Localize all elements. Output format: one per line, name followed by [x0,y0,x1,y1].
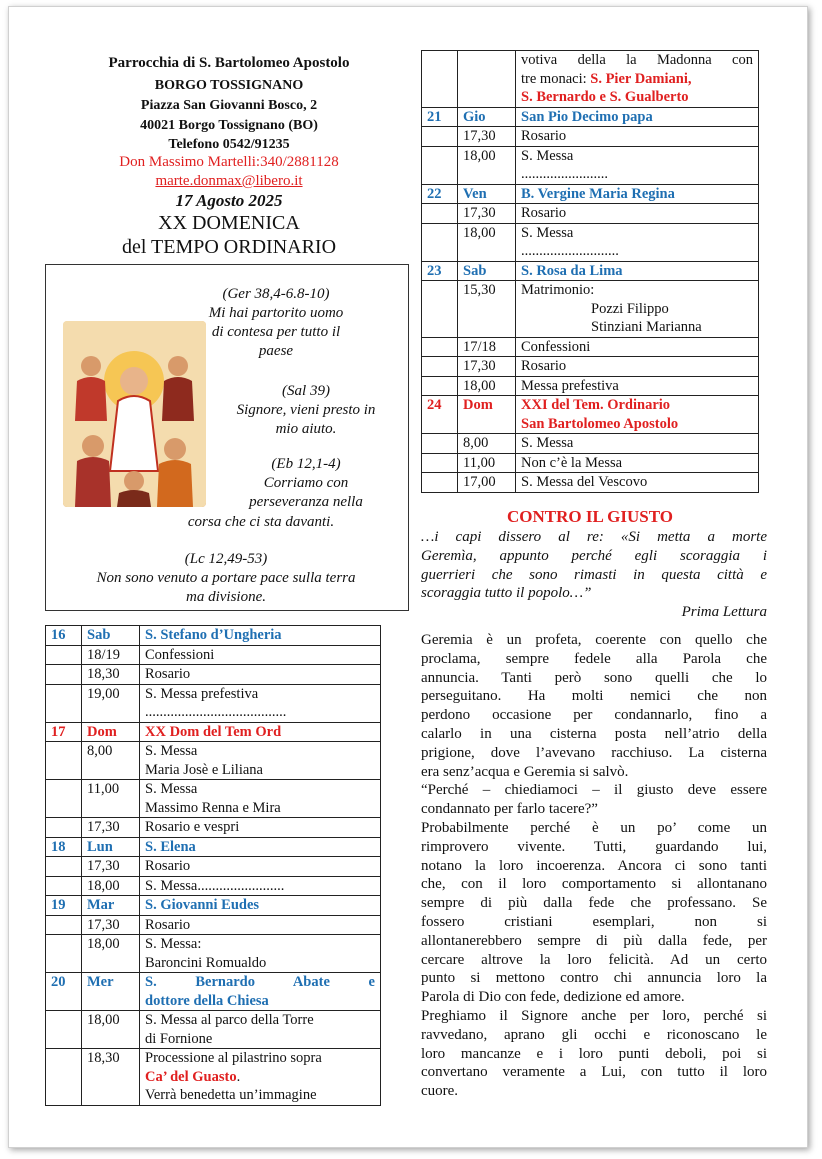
body-line: condannato per farlo tacere?” [421,801,598,818]
schedule-row [46,818,381,838]
event-line: Maria Josè e Liliana [145,761,263,778]
body-line: loro mancanze e i loro punti deboli, poi si [421,1045,767,1062]
liturgy-title: XX DOMENICA [158,212,300,234]
reading-1-line: di contesa per tutto il [211,324,341,340]
priest-contact: Don Massimo Martelli:340/2881128 [119,154,339,170]
event-line: Pozzi Filippo [591,300,669,317]
schedule-row [422,376,759,396]
event-line: S. Messa [521,147,574,164]
event-time: 17,30 [82,915,140,935]
schedule-row [422,473,759,493]
event-text: Rosario e vespri [140,818,381,838]
day-header [46,896,381,916]
body-line: “Perché – chiediamoci – il giusto deve essere [421,782,767,799]
event-time: 17,30 [458,127,516,147]
event-line [521,70,753,89]
event-time: 18,00 [82,935,140,973]
body-line: era senz’acqua e Geremia si salvò. [421,763,629,780]
event-text [140,935,381,973]
event-line: Verrà benedetta un’immagine [145,1087,317,1103]
event-time: 18,30 [82,1049,140,1106]
event-text: Confessioni [140,645,381,665]
event-line: ........................ [521,166,608,182]
event-time: 17/18 [458,337,516,357]
schedule-row [46,915,381,935]
saint-of-day: S. Elena [140,837,381,857]
body-line: convertano veramente a Lui, con tutto il loro [421,1064,767,1081]
schedule-row [46,684,381,722]
day-number: 18 [46,837,82,857]
body-line: punto si mettono contro chi annuncia loro la [421,970,767,987]
reading-3-line: perseveranza nella [249,494,363,510]
event-text: Rosario [516,127,759,147]
reading-1-ref: (Ger 38,4-6.8-10) [222,286,330,302]
schedule-row [46,857,381,877]
event-text: Rosario [140,915,381,935]
event-line: votiva della la Madonna con [521,52,753,68]
event-line: S. Messa: [145,936,202,952]
day-name: Lun [82,837,140,857]
reading-1-line: Mi hai partorito uomo [208,305,344,321]
saint-of-day: S. Giovanni Eudes [140,896,381,916]
event-time: 8,00 [458,434,516,454]
day-header [46,626,381,646]
schedule-row [46,1049,381,1106]
event-time: 19,00 [82,684,140,722]
day-name: Mer [82,973,140,1011]
reading-4-line: Non sono venuto a portare pace sulla terra [96,570,356,586]
event-line: S. Messa [521,224,574,241]
day-header [46,973,381,1011]
schedule-row [422,223,759,261]
day-header [46,837,381,857]
day-header [422,396,759,434]
reading-1-line: paese [258,343,294,359]
event-time: 17,30 [458,357,516,377]
event-line: Stinziani Marianna [591,319,702,335]
event-text: Rosario [140,665,381,685]
event-line: S. Messa [145,781,198,797]
event-text [516,51,759,108]
bulletin-date: 17 Agosto 2025 [175,191,283,210]
event-text [140,780,381,818]
quote-line: …i capi dissero al re: «Si metta a morte [421,529,767,545]
reading-2-line: mio aiuto. [275,421,337,437]
body-line: Geremia è un profeta, coerente con quello che [421,632,767,648]
event-time: 17,30 [82,857,140,877]
day-header [422,184,759,204]
day-header [422,107,759,127]
schedule-row [46,645,381,665]
event-line: Matrimonio: [521,282,595,298]
email-link[interactable]: marte.donmax@libero.it [155,173,303,189]
event-text: S. Messa del Vescovo [516,473,759,493]
event-time: 8,00 [82,742,140,780]
saint-names: S. Bernardo e S. Gualberto [521,89,689,105]
day-header [46,722,381,742]
body-line: perseguitano. Ha molti nemici che non [421,688,767,705]
event-line: di Fornione [145,1030,213,1047]
schedule-row [46,935,381,973]
day-number: 17 [46,722,82,742]
event-line: ........................... [521,243,619,259]
event-text: Messa prefestiva [516,376,759,396]
body-line: fossero cristiani esemplari, non si [421,913,767,930]
event-time: 18,00 [458,376,516,396]
event-text [516,223,759,261]
reading-3-line: Corriamo con [263,475,349,491]
day-name: Dom [82,722,140,742]
event-line: S. Messa prefestiva [145,685,259,702]
schedule-row [422,127,759,147]
quote-line: Geremìa, appunto perché egli scoraggia i [421,547,767,564]
event-line: ....................................... [145,704,287,720]
body-line: Parola di Dio con fede, dedizione ed amore. [421,989,685,1006]
saint-of-day [516,396,759,434]
event-time: 18,00 [458,223,516,261]
event-time: 18,00 [82,876,140,896]
day-number: 21 [422,107,458,127]
reading-1 [156,285,396,361]
event-line [145,1068,375,1087]
readings-box [45,264,409,611]
day-number: 22 [422,184,458,204]
schedule-row [422,146,759,184]
punctuation: . [236,1068,241,1085]
event-line: Baroncini Romualdo [145,954,267,971]
body-line: prigione, dove l’avevano racchiuso. La cisterna [421,744,767,761]
event-text: S. Messa........................ [140,876,381,896]
town-name: BORGO TOSSIGNANO [154,78,304,93]
city: 40021 Borgo Tossignano (BO) [140,118,318,133]
event-text: S. Messa [516,434,759,454]
body-line: notano la loro incoerenza. Ancora ci sono tanti [421,857,767,874]
quote-line: scoraggia tutto il popolo…” [421,585,592,602]
body-line: sempre di più dalla fede che professano. Se [421,895,767,912]
day-number: 20 [46,973,82,1011]
schedule-table-left [45,625,381,1106]
schedule-row [422,337,759,357]
saint-line: XXI del Tem. Ordinario [521,397,671,413]
address: Piazza San Giovanni Bosco, 2 [140,98,318,113]
event-line: S. Messa [145,743,198,759]
event-text [140,684,381,722]
event-time: 18/19 [82,645,140,665]
body-line: che, con il loro comportamento si allontanano [421,876,767,893]
event-text: Rosario [516,357,759,377]
reading-3-line: corsa che ci sta davanti. [187,514,335,530]
reading-4 [56,550,396,607]
event-text [140,1011,381,1049]
saint-of-day: S. Stefano d’Ungheria [140,626,381,646]
schedule-row [422,281,759,338]
schedule-row [46,665,381,685]
day-header [422,261,759,281]
event-time: 18,00 [458,146,516,184]
event-time: 18,30 [82,665,140,685]
place-name: Ca’ del Guasto [145,1068,237,1085]
saint-of-day: XX Dom del Tem Ord [140,722,381,742]
schedule-row [46,1011,381,1049]
schedule-row [422,357,759,377]
schedule-row [422,51,759,108]
saint-of-day: B. Vergine Maria Regina [516,184,759,204]
reading-4-ref: (Lc 12,49-53) [184,551,268,567]
event-text: Rosario [516,204,759,224]
body-line: calarlo in una cisterna posta nell’atrio della [421,725,767,742]
event-text [516,146,759,184]
body-line: allontanerebbero sempre di più dalla fede, per [421,932,767,949]
parish-name: Parrocchia di S. Bartolomeo Apostolo [108,55,350,71]
event-time: 11,00 [82,780,140,818]
saint-line: dottore della Chiesa [145,992,269,1009]
saint-line: San Bartolomeo Apostolo [521,415,679,432]
body-line: cuore. [421,1083,459,1100]
event-time: 17,00 [458,473,516,493]
event-text: Non c’è la Messa [516,453,759,473]
event-text: Confessioni [516,337,759,357]
saint-names: S. Pier Damiani, [590,70,692,87]
event-line: Processione al pilastrino sopra [145,1050,322,1066]
day-name: Gio [458,107,516,127]
saint-of-day [140,973,381,1011]
day-name: Sab [82,626,140,646]
body-line: proclama, sempre fedele alla Parola che [421,650,767,667]
reading-2-line: Signore, vieni presto in [236,402,376,418]
day-name: Mar [82,896,140,916]
reading-3 [218,455,394,512]
day-number: 23 [422,261,458,281]
event-time: 11,00 [458,453,516,473]
article-title: CONTRO IL GIUSTO [507,507,673,526]
body-line: Probabilmente perché è un po’ come un [421,819,767,836]
event-text-part: tre monaci: [521,70,591,87]
bulletin-page [8,6,808,1148]
day-number: 19 [46,896,82,916]
day-number: 16 [46,626,82,646]
quote-source: Prima Lettura [681,604,767,621]
event-time: 17,30 [82,818,140,838]
body-line: perdono occasione per condannarlo, fino a [421,707,767,724]
event-text [140,1049,381,1106]
schedule-row [422,204,759,224]
body-line: ravvedano, aprano gli occhi e riconoscano le [421,1026,767,1043]
event-text [140,742,381,780]
body-line: cercare altrove la loro felicità. Ad un certo [421,951,767,968]
reading-2 [218,382,394,439]
event-time: 18,00 [82,1011,140,1049]
quote-line: guerrieri che sono rimasti in questa città e [421,566,767,583]
event-text [516,281,759,338]
phone: Telefono 0542/91235 [168,137,290,152]
reading-4-line: ma divisione. [186,589,266,605]
event-line: S. Messa al parco della Torre [145,1012,314,1028]
schedule-row [46,876,381,896]
event-line: Massimo Renna e Mira [145,799,281,816]
body-line: annuncia. Tanti però sono quelli che lo [421,669,767,686]
event-time: 15,30 [458,281,516,338]
body-line: rimprovero vivente. Tutti, guardando lui, [421,838,767,855]
saint-of-day: S. Rosa da Lima [516,261,759,281]
liturgy-subtitle: del TEMPO ORDINARIO [121,236,337,258]
day-name: Sab [458,261,516,281]
schedule-table-right [421,50,759,493]
reading-2-ref: (Sal 39) [282,383,330,399]
day-number: 24 [422,396,458,434]
schedule-row [46,742,381,780]
event-text: Rosario [140,857,381,877]
day-name: Dom [458,396,516,434]
reading-3-ref: (Eb 12,1-4) [271,456,341,472]
saint-line: S. Bernardo Abate e [145,974,375,990]
article-quote [421,528,767,622]
day-name: Ven [458,184,516,204]
event-time: 17,30 [458,204,516,224]
article-body [421,631,767,1101]
body-line: Preghiamo il Signore anche per loro, perché si [421,1007,767,1024]
schedule-row [46,780,381,818]
saint-of-day: San Pio Decimo papa [516,107,759,127]
schedule-row [422,453,759,473]
schedule-row [422,434,759,454]
